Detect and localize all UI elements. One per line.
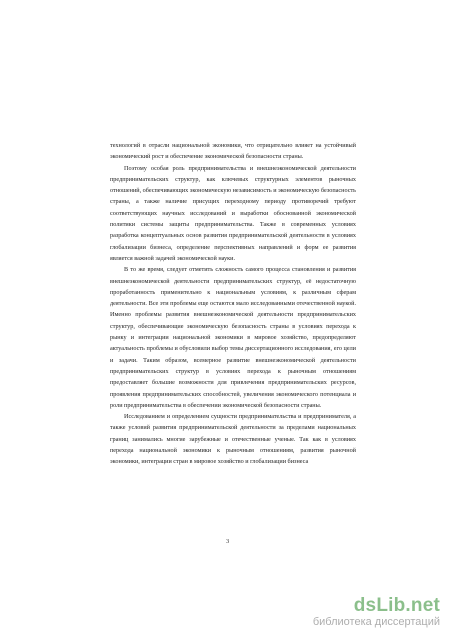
paragraph: Поэтому особая роль предпринимательства и внешнеэкономической деятельности предпринимательских структур, как ключевых структурных элементов рыночных отношений, обеспечивающих экономическую независимость и экономическую безопасность страны, а также наличие присущих переходному периоду противоречий требуют соответствующих научных исследований и выработки обоснованной экономической политики системы защиты предпринимательства. Также в современных условиях разработка концептуальных основ развития предпринимательской деятельности в условиях глобализации бизнеса, определение перспективных направлений и форм ее развития является важной задачей экономической науки.	[110, 164, 356, 262]
page-number: 3	[226, 538, 230, 545]
watermark-subtitle: библиотека диссертаций	[312, 616, 440, 628]
paragraph: Исследованием и определением сущности предпринимательства и предпринимателя, а также условий развития предпринимательской деятельности за пределами национальных границ занимались многие зарубежные и отечественные ученые. Так как в условиях перехода национальной экономики к рыночным отношениям, развития рыночной экономики, интеграции стран в мировое хозяйство и глобализации бизнеса	[110, 413, 356, 466]
page-text-block	[110, 140, 356, 468]
watermark	[313, 595, 440, 628]
paragraph: технологий в отрасли национальной экономики, что отрицательно влияет на устойчивый экономический рост и обеспечение экономической безопасности страны.	[110, 142, 356, 161]
watermark-logo: dsLib.net	[353, 595, 440, 616]
paragraph: В то же время, следует отметить сложность самого процесса становления и развития внешнеэкономической деятельности предпринимательских структур, её недостаточную проработанность применительно к национальным условиям, к различным сферам деятельности. Все эти проблемы еще остаются мало исследованными отечественной наукой. Именно проблемы развития внешнеэкономической деятельности предпринимательских структур, обеспечивающие экономическую безопасность страны в условиях перехода к рынку и интеграции национальной экономики в мировое хозяйство, предопределяют актуальность проблемы и обусловили выбор темы диссертационного исследования, его цели и задачи. Таким образом, всемерное развитие внешнеэкономической деятельности предпринимательских структур в условиях перехода к рыночным отношениям предоставляет большие возможности для привлечения предпринимательских ресурсов, проявления предпринимательских способностей, увеличения экономического потенциала и роли предпринимательства в обеспечении экономической безопасности страны.	[110, 266, 356, 409]
